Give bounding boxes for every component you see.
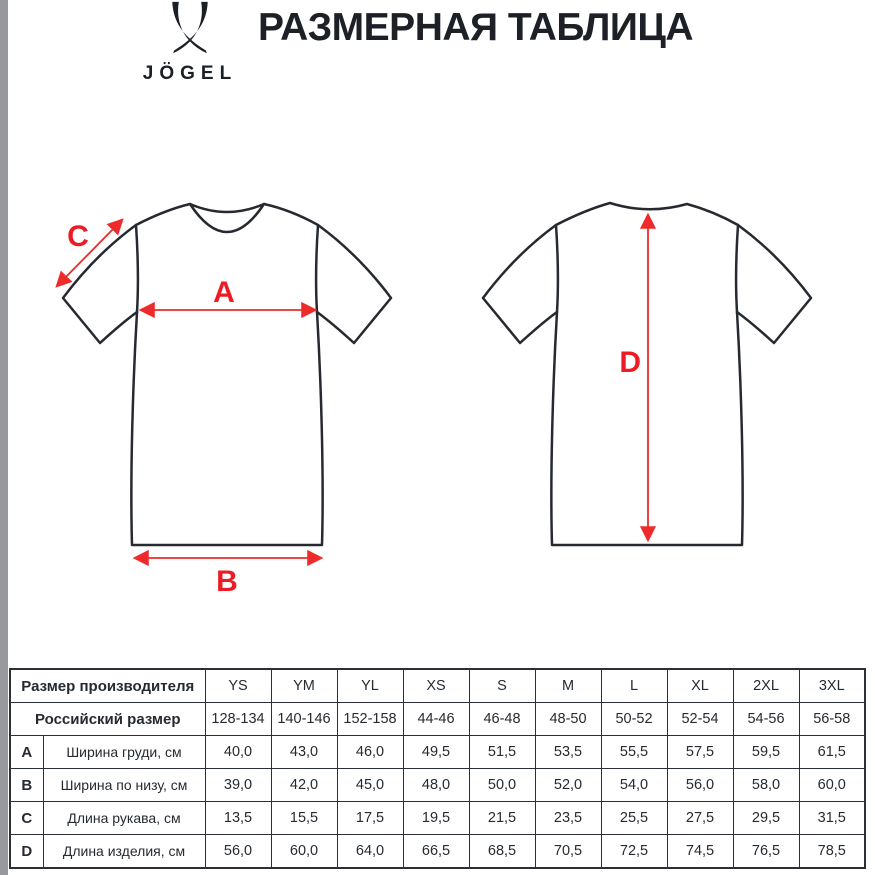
back-body-outline [551,203,742,545]
size-cell: YS [205,669,271,703]
row-letter: B [10,769,43,802]
value-cell: 21,5 [469,802,535,835]
value-cell: 27,5 [667,802,733,835]
russian-size-cell: 46-48 [469,703,535,736]
value-cell: 61,5 [799,736,865,769]
size-cell: M [535,669,601,703]
value-cell: 56,0 [205,835,271,869]
value-cell: 64,0 [337,835,403,869]
table-row-measure-d [10,835,865,869]
tshirt-back-diagram [460,170,860,610]
size-table [9,668,866,869]
value-cell: 59,5 [733,736,799,769]
russian-size-cell: 54-56 [733,703,799,736]
brand-logo [130,0,250,85]
value-cell: 50,0 [469,769,535,802]
value-cell: 70,5 [535,835,601,869]
value-cell: 66,5 [403,835,469,869]
table-row-measure-a [10,736,865,769]
value-cell: 42,0 [271,769,337,802]
value-cell: 48,0 [403,769,469,802]
jogel-logo-icon [162,0,218,58]
measure-label-c: C [67,220,89,253]
front-body-outline [131,204,322,545]
size-cell: XL [667,669,733,703]
value-cell: 55,5 [601,736,667,769]
value-cell: 78,5 [799,835,865,869]
param-name: Длина изделия, см [43,835,205,869]
value-cell: 52,0 [535,769,601,802]
row-letter: C [10,802,43,835]
value-cell: 76,5 [733,835,799,869]
value-cell: 74,5 [667,835,733,869]
russian-size-cell: 50-52 [601,703,667,736]
value-cell: 29,5 [733,802,799,835]
value-cell: 31,5 [799,802,865,835]
size-cell: 2XL [733,669,799,703]
back-left-sleeve-outline [483,225,557,343]
row-letter: A [10,736,43,769]
size-cell: YM [271,669,337,703]
value-cell: 43,0 [271,736,337,769]
russian-size-cell: 152-158 [337,703,403,736]
back-right-sleeve-outline [737,225,811,343]
value-cell: 13,5 [205,802,271,835]
table-row-measure-c [10,802,865,835]
size-cell: YL [337,669,403,703]
row-letter: D [10,835,43,869]
russian-size-cell: 140-146 [271,703,337,736]
front-collar-inner-arc [190,204,264,212]
brand-wordmark: JÖGEL [142,63,238,84]
value-cell: 56,0 [667,769,733,802]
value-cell: 57,5 [667,736,733,769]
russian-size-cell: 52-54 [667,703,733,736]
param-name: Ширина груди, см [43,736,205,769]
table-row-manufacturer [10,669,865,703]
value-cell: 58,0 [733,769,799,802]
measure-label-a: A [213,276,235,309]
measure-label-d: D [619,346,641,379]
page-title: РАЗМЕРНАЯ ТАБЛИЦА [258,6,694,49]
value-cell: 15,5 [271,802,337,835]
value-cell: 53,5 [535,736,601,769]
param-name: Длина рукава, см [43,802,205,835]
tshirt-front-diagram [40,170,440,610]
value-cell: 60,0 [799,769,865,802]
value-cell: 72,5 [601,835,667,869]
table-row-russian-size [10,703,865,736]
value-cell: 49,5 [403,736,469,769]
value-cell: 39,0 [205,769,271,802]
value-cell: 40,0 [205,736,271,769]
size-cell: 3XL [799,669,865,703]
value-cell: 45,0 [337,769,403,802]
value-cell: 60,0 [271,835,337,869]
size-cell: S [469,669,535,703]
param-name: Ширина по низу, см [43,769,205,802]
manufacturer-size-label: Размер производителя [10,669,205,703]
page-edge-strip [0,0,8,875]
value-cell: 51,5 [469,736,535,769]
value-cell: 23,5 [535,802,601,835]
russian-size-cell: 56-58 [799,703,865,736]
russian-size-cell: 48-50 [535,703,601,736]
value-cell: 54,0 [601,769,667,802]
value-cell: 19,5 [403,802,469,835]
value-cell: 25,5 [601,802,667,835]
front-right-sleeve-outline [317,225,391,343]
value-cell: 46,0 [337,736,403,769]
russian-size-cell: 44-46 [403,703,469,736]
value-cell: 17,5 [337,802,403,835]
value-cell: 68,5 [469,835,535,869]
size-cell: XS [403,669,469,703]
measure-label-b: B [216,565,238,598]
russian-size-label: Российский размер [10,703,205,736]
size-cell: L [601,669,667,703]
table-row-measure-b [10,769,865,802]
russian-size-cell: 128-134 [205,703,271,736]
